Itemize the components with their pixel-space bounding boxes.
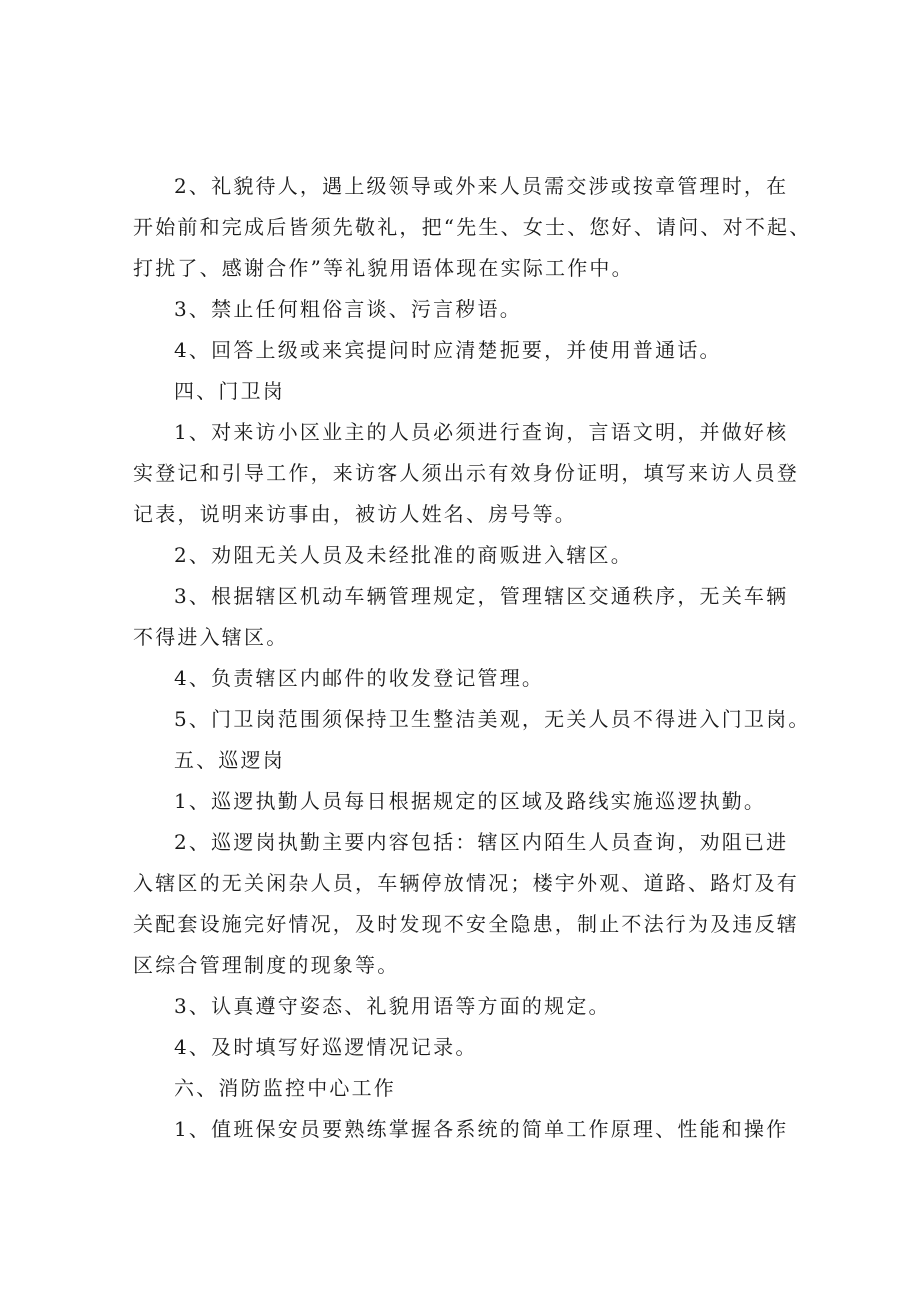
- para-line-3: 打扰了、感谢合作”等礼貌用语体现在实际工作中。: [133, 256, 634, 280]
- section-heading-gate-post: 四、门卫岗: [174, 379, 285, 403]
- para-line-11: 3、根据辖区机动车辆管理规定，管理辖区交通秩序，无关车辆: [174, 584, 789, 608]
- para-line-4: 3、禁止任何粗俗言谈、污言秽语。: [174, 297, 522, 321]
- para-line-21: 3、认真遵守姿态、礼貌用语等方面的规定。: [174, 994, 611, 1018]
- para-line-5: 4、回答上级或来宾提问时应清楚扼要，并使用普通话。: [174, 338, 722, 362]
- para-line-18: 入辖区的无关闲杂人员，车辆停放情况；楼宇外观、道路、路灯及有: [133, 871, 799, 895]
- para-line-7: 1、对来访小区业主的人员必须进行查询，言语文明，并做好核: [174, 420, 789, 444]
- para-line-1: 2、礼貌待人，遇上级领导或外来人员需交涉或按章管理时，在: [174, 174, 789, 198]
- para-line-16: 1、巡逻执勤人员每日根据规定的区域及路线实施巡逻执勤。: [174, 789, 767, 813]
- para-line-9: 记表，说明来访事由，被访人姓名、房号等。: [133, 502, 577, 526]
- para-line-19: 关配套设施完好情况，及时发现不安全隐患，制止不法行为及违反辖: [133, 912, 799, 936]
- para-line-10: 2、劝阻无关人员及未经批准的商贩进入辖区。: [174, 543, 633, 567]
- para-line-8: 实登记和引导工作，来访客人须出示有效身份证明，填写来访人员登: [133, 461, 799, 485]
- para-line-22: 4、及时填写好巡逻情况记录。: [174, 1035, 478, 1059]
- para-line-20: 区综合管理制度的现象等。: [133, 953, 400, 977]
- section-heading-patrol-post: 五、巡逻岗: [174, 748, 285, 772]
- section-heading-fire-control-center: 六、消防监控中心工作: [174, 1076, 396, 1100]
- para-line-24: 1、值班保安员要熟练掌握各系统的简单工作原理、性能和操作: [174, 1117, 789, 1141]
- para-line-17: 2、巡逻岗执勤主要内容包括：辖区内陌生人员查询，劝阻已进: [174, 830, 789, 854]
- para-line-2: 开始前和完成后皆须先敬礼，把“先生、女士、您好、请问、对不起、: [133, 215, 812, 239]
- para-line-13: 4、负责辖区内邮件的收发登记管理。: [174, 666, 545, 690]
- para-line-14: 5、门卫岗范围须保持卫生整洁美观，无关人员不得进入门卫岗。: [174, 707, 811, 731]
- para-line-12: 不得进入辖区。: [133, 625, 289, 649]
